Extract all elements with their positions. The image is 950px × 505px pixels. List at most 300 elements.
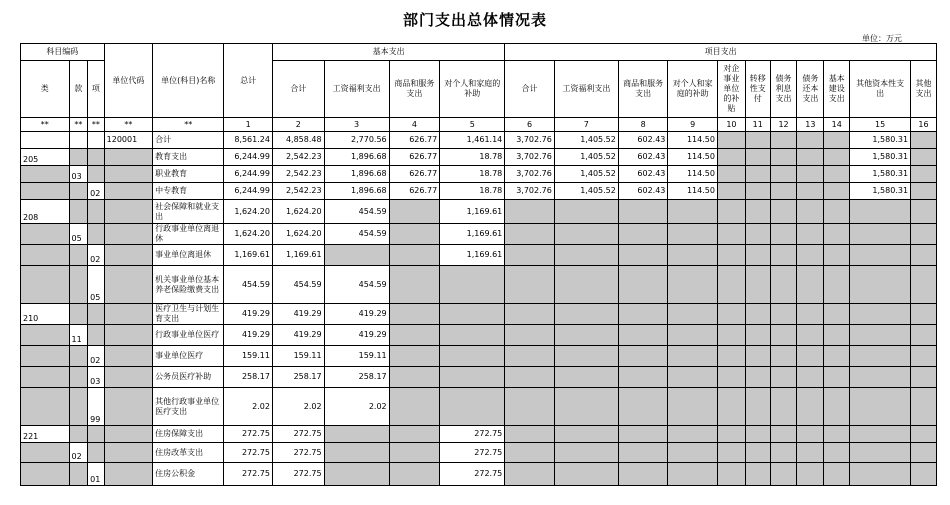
value-cell: 419.29 xyxy=(324,325,389,346)
row-xiang-cell xyxy=(88,443,105,463)
row-xiang-cell: 01 xyxy=(88,463,105,486)
row-code-cell xyxy=(104,388,153,426)
value-cell xyxy=(717,183,745,200)
row-xiang-cell: 02 xyxy=(88,346,105,367)
value-cell: 272.75 xyxy=(272,443,324,463)
value-cell: 1,405.52 xyxy=(554,149,618,166)
value-cell xyxy=(505,304,555,325)
row-name-cell: 行政事业单位离退休 xyxy=(153,224,224,245)
value-cell xyxy=(389,304,440,325)
row-lei-cell xyxy=(21,224,70,245)
value-cell xyxy=(850,463,911,486)
value-cell: 1,624.20 xyxy=(224,224,273,245)
value-cell: 626.77 xyxy=(389,149,440,166)
value-cell xyxy=(618,200,668,224)
value-cell: 2,770.56 xyxy=(324,132,389,149)
value-cell xyxy=(824,426,850,443)
row-lei-cell xyxy=(21,463,70,486)
value-cell xyxy=(745,200,770,224)
value-cell xyxy=(618,443,668,463)
index-cell: ** xyxy=(153,118,224,132)
value-cell xyxy=(745,426,770,443)
value-cell xyxy=(797,245,824,266)
value-cell xyxy=(797,463,824,486)
value-cell xyxy=(717,304,745,325)
value-cell xyxy=(770,367,797,388)
unit-label: 单位：万元 xyxy=(862,34,902,43)
table-row xyxy=(21,367,937,388)
row-xiang-cell xyxy=(88,149,105,166)
row-code-cell xyxy=(104,325,153,346)
value-cell: 419.29 xyxy=(224,304,273,325)
value-cell xyxy=(717,426,745,443)
value-cell xyxy=(797,346,824,367)
value-cell xyxy=(770,388,797,426)
value-cell: 272.75 xyxy=(272,426,324,443)
value-cell: 1,169.61 xyxy=(440,245,505,266)
value-cell: 1,169.61 xyxy=(272,245,324,266)
value-cell xyxy=(745,245,770,266)
value-cell xyxy=(505,200,555,224)
value-cell: 1,624.20 xyxy=(224,200,273,224)
row-kuan-cell xyxy=(69,200,88,224)
value-cell xyxy=(797,388,824,426)
row-xiang-cell xyxy=(88,132,105,149)
value-cell: 419.29 xyxy=(272,304,324,325)
value-cell: 258.17 xyxy=(224,367,273,388)
value-cell xyxy=(797,426,824,443)
row-xiang-cell: 02 xyxy=(88,245,105,266)
value-cell xyxy=(770,304,797,325)
value-cell: 1,896.68 xyxy=(324,166,389,183)
value-cell xyxy=(389,463,440,486)
table-row xyxy=(21,346,937,367)
value-cell: 159.11 xyxy=(272,346,324,367)
value-cell xyxy=(850,200,911,224)
value-cell xyxy=(618,304,668,325)
row-xiang-cell xyxy=(88,325,105,346)
value-cell: 626.77 xyxy=(389,183,440,200)
value-cell xyxy=(618,367,668,388)
row-lei-cell xyxy=(21,166,70,183)
value-cell xyxy=(389,426,440,443)
row-code-cell: 120001 xyxy=(104,132,153,149)
value-cell xyxy=(745,388,770,426)
row-kuan-cell: 05 xyxy=(69,224,88,245)
value-cell xyxy=(797,325,824,346)
value-cell: 626.77 xyxy=(389,166,440,183)
value-cell xyxy=(440,266,505,304)
value-cell: 114.50 xyxy=(668,149,718,166)
row-lei-cell: 210 xyxy=(21,304,70,325)
total-header: 总计 xyxy=(224,44,273,118)
value-cell: 6,244.99 xyxy=(224,183,273,200)
value-cell xyxy=(745,266,770,304)
value-cell: 272.75 xyxy=(440,426,505,443)
value-cell xyxy=(745,463,770,486)
value-cell xyxy=(911,266,937,304)
row-name-cell: 住房改革支出 xyxy=(153,443,224,463)
value-cell: 419.29 xyxy=(324,304,389,325)
value-cell xyxy=(911,388,937,426)
value-cell: 419.29 xyxy=(224,325,273,346)
value-cell xyxy=(717,200,745,224)
value-cell: 602.43 xyxy=(618,166,668,183)
value-cell xyxy=(911,166,937,183)
value-cell xyxy=(797,149,824,166)
row-kuan-cell xyxy=(69,367,88,388)
row-xiang-cell xyxy=(88,426,105,443)
value-cell: 272.75 xyxy=(224,443,273,463)
value-cell xyxy=(618,266,668,304)
row-xiang-cell: 99 xyxy=(88,388,105,426)
row-code-cell xyxy=(104,166,153,183)
value-cell: 6,244.99 xyxy=(224,166,273,183)
value-cell xyxy=(618,346,668,367)
table-row xyxy=(21,166,937,183)
value-cell: 272.75 xyxy=(440,463,505,486)
value-cell xyxy=(440,325,505,346)
value-cell: 3,702.76 xyxy=(505,183,555,200)
value-cell xyxy=(745,149,770,166)
value-cell: 114.50 xyxy=(668,183,718,200)
row-lei-cell xyxy=(21,367,70,388)
value-cell xyxy=(554,304,618,325)
value-cell xyxy=(824,224,850,245)
value-cell: 1,169.61 xyxy=(440,224,505,245)
value-cell: 1,580.31 xyxy=(850,183,911,200)
index-cell: 3 xyxy=(324,118,389,132)
value-cell xyxy=(717,166,745,183)
row-xiang-cell xyxy=(88,224,105,245)
value-cell xyxy=(324,443,389,463)
value-cell xyxy=(554,367,618,388)
row-name-cell: 住房公积金 xyxy=(153,463,224,486)
index-cell: ** xyxy=(21,118,70,132)
value-cell xyxy=(717,149,745,166)
unit-code-header: 单位代码 xyxy=(104,44,153,118)
table-row xyxy=(21,224,937,245)
xiang-header: 项 xyxy=(88,61,105,118)
basic-group-header: 基本支出 xyxy=(272,44,504,61)
index-cell: 4 xyxy=(389,118,440,132)
value-cell: 1,405.52 xyxy=(554,132,618,149)
value-cell: 18.78 xyxy=(440,183,505,200)
table-row xyxy=(21,266,937,304)
value-cell xyxy=(824,166,850,183)
lei-header: 类 xyxy=(21,61,70,118)
row-kuan-cell xyxy=(69,245,88,266)
project-group-header: 项目支出 xyxy=(505,44,937,61)
value-cell: 272.75 xyxy=(272,463,324,486)
value-cell xyxy=(850,266,911,304)
value-cell xyxy=(770,443,797,463)
value-cell xyxy=(324,245,389,266)
value-cell xyxy=(440,346,505,367)
value-cell xyxy=(850,224,911,245)
table-row xyxy=(21,443,937,463)
row-code-cell xyxy=(104,346,153,367)
value-cell: 1,169.61 xyxy=(224,245,273,266)
value-cell xyxy=(797,166,824,183)
value-cell xyxy=(717,266,745,304)
index-cell: 11 xyxy=(745,118,770,132)
index-cell: 5 xyxy=(440,118,505,132)
value-cell: 159.11 xyxy=(324,346,389,367)
value-cell xyxy=(324,426,389,443)
row-name-cell: 合计 xyxy=(153,132,224,149)
row-kuan-cell xyxy=(69,463,88,486)
row-xiang-cell: 02 xyxy=(88,183,105,200)
value-cell xyxy=(850,304,911,325)
value-cell: 2.02 xyxy=(272,388,324,426)
value-cell xyxy=(668,426,718,443)
value-cell xyxy=(770,426,797,443)
value-cell xyxy=(668,388,718,426)
value-cell xyxy=(668,266,718,304)
row-kuan-cell xyxy=(69,346,88,367)
basic-col-header: 对个人和家庭的补助 xyxy=(440,61,505,118)
value-cell: 159.11 xyxy=(224,346,273,367)
value-cell xyxy=(668,325,718,346)
value-cell xyxy=(797,266,824,304)
value-cell xyxy=(389,200,440,224)
basic-col-header: 工资福利支出 xyxy=(324,61,389,118)
project-col-header: 其他支出 xyxy=(911,61,937,118)
value-cell: 1,896.68 xyxy=(324,149,389,166)
value-cell xyxy=(505,426,555,443)
value-cell: 454.59 xyxy=(324,266,389,304)
basic-col-header: 商品和服务支出 xyxy=(389,61,440,118)
row-name-cell: 医疗卫生与计划生育支出 xyxy=(153,304,224,325)
value-cell xyxy=(850,325,911,346)
row-kuan-cell xyxy=(69,426,88,443)
value-cell: 8,561.24 xyxy=(224,132,273,149)
value-cell xyxy=(717,463,745,486)
value-cell xyxy=(824,200,850,224)
value-cell xyxy=(850,346,911,367)
value-cell xyxy=(824,183,850,200)
row-code-cell xyxy=(104,463,153,486)
table-row xyxy=(21,183,937,200)
row-lei-cell: 208 xyxy=(21,200,70,224)
table-row xyxy=(21,200,937,224)
value-cell xyxy=(824,304,850,325)
header-row-1 xyxy=(21,44,937,61)
row-code-cell xyxy=(104,200,153,224)
value-cell xyxy=(850,426,911,443)
value-cell xyxy=(911,426,937,443)
value-cell: 2,542.23 xyxy=(272,149,324,166)
value-cell xyxy=(668,304,718,325)
value-cell: 602.43 xyxy=(618,149,668,166)
value-cell xyxy=(389,346,440,367)
value-cell xyxy=(797,224,824,245)
value-cell: 454.59 xyxy=(224,266,273,304)
value-cell: 419.29 xyxy=(272,325,324,346)
value-cell xyxy=(554,325,618,346)
value-cell: 272.75 xyxy=(224,463,273,486)
row-name-cell: 中专教育 xyxy=(153,183,224,200)
value-cell xyxy=(911,183,937,200)
index-cell: ** xyxy=(88,118,105,132)
value-cell xyxy=(911,463,937,486)
value-cell: 258.17 xyxy=(324,367,389,388)
value-cell xyxy=(745,367,770,388)
value-cell xyxy=(505,367,555,388)
value-cell xyxy=(505,346,555,367)
value-cell xyxy=(770,245,797,266)
value-cell xyxy=(797,132,824,149)
index-cell: 6 xyxy=(505,118,555,132)
row-kuan-cell xyxy=(69,183,88,200)
value-cell xyxy=(824,388,850,426)
row-code-cell xyxy=(104,266,153,304)
row-code-cell xyxy=(104,426,153,443)
row-code-cell xyxy=(104,183,153,200)
row-code-cell xyxy=(104,443,153,463)
value-cell xyxy=(440,367,505,388)
index-row xyxy=(21,118,937,132)
value-cell xyxy=(554,426,618,443)
value-cell xyxy=(824,346,850,367)
row-code-cell xyxy=(104,245,153,266)
value-cell: 626.77 xyxy=(389,132,440,149)
value-cell xyxy=(770,224,797,245)
value-cell xyxy=(911,149,937,166)
unit-name-header: 单位(科目)名称 xyxy=(153,44,224,118)
value-cell: 1,896.68 xyxy=(324,183,389,200)
value-cell xyxy=(911,367,937,388)
basic-col-header: 合计 xyxy=(272,61,324,118)
value-cell xyxy=(745,166,770,183)
value-cell: 454.59 xyxy=(324,200,389,224)
value-cell xyxy=(554,463,618,486)
value-cell xyxy=(554,200,618,224)
row-name-cell: 事业单位医疗 xyxy=(153,346,224,367)
project-col-header: 债务利息支出 xyxy=(770,61,797,118)
value-cell xyxy=(797,200,824,224)
row-lei-cell xyxy=(21,245,70,266)
value-cell xyxy=(505,388,555,426)
value-cell: 1,169.61 xyxy=(440,200,505,224)
value-cell: 272.75 xyxy=(440,443,505,463)
value-cell xyxy=(770,325,797,346)
value-cell xyxy=(850,245,911,266)
value-cell xyxy=(618,388,668,426)
index-cell: ** xyxy=(104,118,153,132)
value-cell xyxy=(770,132,797,149)
value-cell: 1,624.20 xyxy=(272,200,324,224)
row-name-cell: 住房保障支出 xyxy=(153,426,224,443)
value-cell xyxy=(824,325,850,346)
code-group-header: 科目编码 xyxy=(21,44,105,61)
value-cell: 1,405.52 xyxy=(554,183,618,200)
value-cell xyxy=(911,245,937,266)
project-col-header: 基本建设支出 xyxy=(824,61,850,118)
value-cell: 1,580.31 xyxy=(850,149,911,166)
row-kuan-cell xyxy=(69,149,88,166)
value-cell xyxy=(911,346,937,367)
value-cell xyxy=(440,304,505,325)
value-cell: 114.50 xyxy=(668,166,718,183)
row-name-cell: 其他行政事业单位医疗支出 xyxy=(153,388,224,426)
value-cell xyxy=(505,463,555,486)
value-cell: 1,624.20 xyxy=(272,224,324,245)
value-cell xyxy=(717,443,745,463)
row-kuan-cell: 03 xyxy=(69,166,88,183)
project-col-header: 其他资本性支出 xyxy=(850,61,911,118)
expenditure-table xyxy=(20,43,937,486)
value-cell xyxy=(797,443,824,463)
index-cell: 13 xyxy=(797,118,824,132)
value-cell xyxy=(745,325,770,346)
value-cell xyxy=(618,426,668,443)
index-cell: 12 xyxy=(770,118,797,132)
project-col-header: 对企事业单位的补贴 xyxy=(717,61,745,118)
table-row xyxy=(21,304,937,325)
value-cell xyxy=(554,443,618,463)
value-cell xyxy=(911,325,937,346)
row-name-cell: 职业教育 xyxy=(153,166,224,183)
value-cell xyxy=(824,132,850,149)
value-cell xyxy=(668,245,718,266)
row-lei-cell xyxy=(21,346,70,367)
row-lei-cell xyxy=(21,325,70,346)
value-cell xyxy=(618,224,668,245)
row-code-cell xyxy=(104,224,153,245)
value-cell xyxy=(745,443,770,463)
kuan-header: 款 xyxy=(69,61,88,118)
row-kuan-cell xyxy=(69,304,88,325)
value-cell xyxy=(389,325,440,346)
index-cell: 1 xyxy=(224,118,273,132)
row-lei-cell xyxy=(21,132,70,149)
value-cell xyxy=(911,200,937,224)
value-cell xyxy=(850,367,911,388)
value-cell xyxy=(824,266,850,304)
row-lei-cell: 205 xyxy=(21,149,70,166)
value-cell xyxy=(911,304,937,325)
table-row xyxy=(21,325,937,346)
value-cell xyxy=(554,224,618,245)
row-name-cell: 事业单位离退休 xyxy=(153,245,224,266)
value-cell: 114.50 xyxy=(668,132,718,149)
project-col-header: 对个人和家庭的补助 xyxy=(668,61,718,118)
value-cell xyxy=(911,443,937,463)
value-cell xyxy=(770,346,797,367)
value-cell: 3,702.76 xyxy=(505,166,555,183)
value-cell xyxy=(717,367,745,388)
value-cell: 1,405.52 xyxy=(554,166,618,183)
value-cell xyxy=(668,367,718,388)
row-code-cell xyxy=(104,304,153,325)
row-xiang-cell: 03 xyxy=(88,367,105,388)
value-cell: 454.59 xyxy=(272,266,324,304)
value-cell xyxy=(824,443,850,463)
value-cell xyxy=(505,325,555,346)
table-row xyxy=(21,388,937,426)
value-cell xyxy=(850,443,911,463)
value-cell: 602.43 xyxy=(618,132,668,149)
row-xiang-cell: 05 xyxy=(88,266,105,304)
table-row xyxy=(21,132,937,149)
table-row xyxy=(21,426,937,443)
row-name-cell: 教育支出 xyxy=(153,149,224,166)
value-cell: 6,244.99 xyxy=(224,149,273,166)
row-xiang-cell xyxy=(88,166,105,183)
index-cell: 7 xyxy=(554,118,618,132)
